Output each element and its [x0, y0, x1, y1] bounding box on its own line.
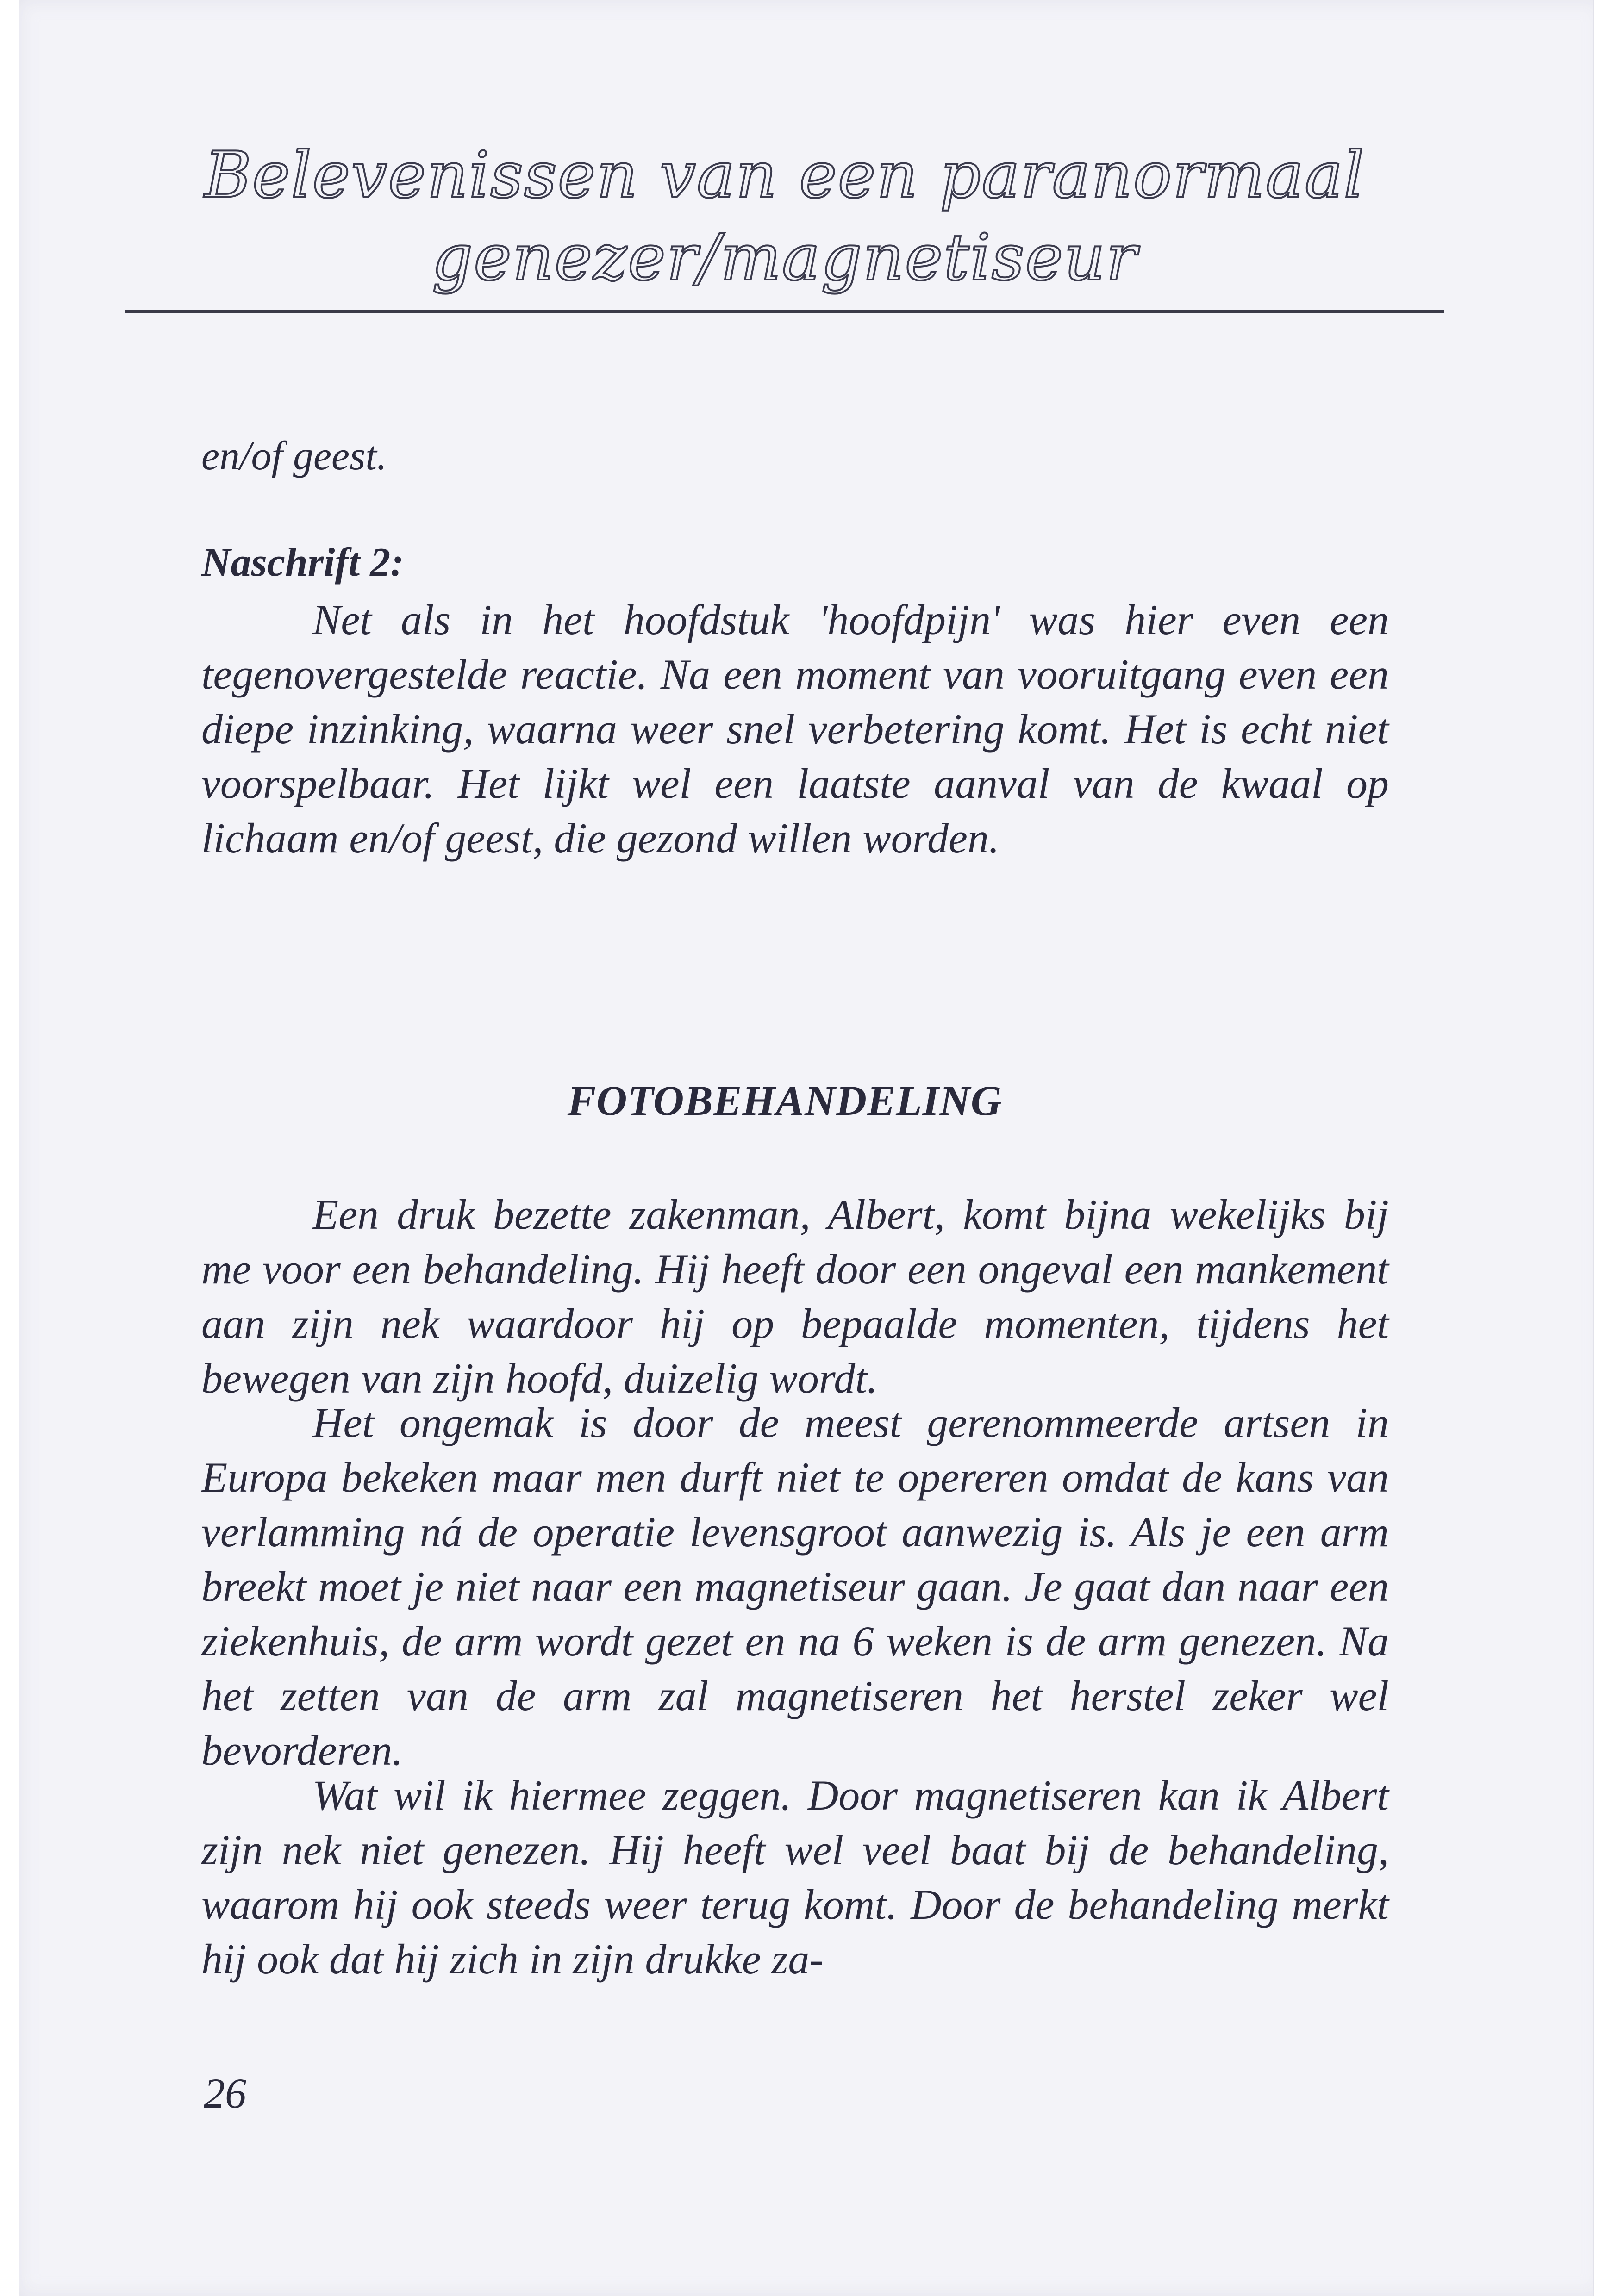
page-number: 26	[204, 2070, 246, 2117]
running-head	[125, 134, 1444, 299]
paragraph-text: Wat wil ik hiermee zeggen. Door magnetiseren kan ik Albert zijn nek niet genezen. Hij heeft wel veel baat bij de behandeling, waarom hij ook steeds weer terug komt. Door de behandeling merkt hij ook dat hij zich in zijn drukke za-	[201, 1772, 1389, 1983]
paragraph-text: Een druk bezette zakenman, Albert, komt bijna wekelijks bij me voor een behandeling. Hij heeft door een ongeval een mankement aan zijn nek waardoor hij op bepaalde momenten, tijdens het bewegen van zijn hoofd, duizelig wordt.	[201, 1191, 1389, 1402]
running-head-line-2: genezer/magnetiseur	[431, 220, 1138, 295]
header-rule	[125, 310, 1444, 313]
section-paragraph-2	[201, 1395, 1389, 1778]
section-paragraph-3	[201, 1768, 1389, 1986]
postscript-text: Net als in het hoofdstuk 'hoofdpijn' was hier even een tegenovergestelde reactie. Na een moment van vooruitgang even een diepe inzinking, waarna weer snel verbetering komt. Het is echt niet voorspelbaar. Het lijkt wel een laatste aanval van de kwaal op lichaam en/of geest, die gezond willen worden.	[201, 596, 1389, 862]
postscript-label: Naschrift 2:	[201, 540, 404, 585]
continued-fragment: en/of geest.	[201, 434, 387, 479]
page-edge	[1593, 0, 1624, 2296]
section-paragraph-1	[201, 1187, 1389, 1406]
running-head-line-1: Belevenissen van een paranormaal	[204, 138, 1365, 212]
postscript-paragraph	[201, 592, 1389, 865]
section-title: FOTOBEHANDELING	[567, 1077, 1002, 1124]
paragraph-text: Het ongemak is door de meest gerenommeerde artsen in Europa bekeken maar men durft niet te opereren omdat de kans van verlamming ná de operatie levensgroot aanwezig is. Als je een arm breekt moet je niet naar een magnetiseur gaan. Je gaat dan naar een ziekenhuis, de arm wordt gezet en na 6 weken is de arm genezen. Na het zetten van de arm zal magnetiseren het herstel zeker wel bevorderen.	[201, 1399, 1389, 1774]
